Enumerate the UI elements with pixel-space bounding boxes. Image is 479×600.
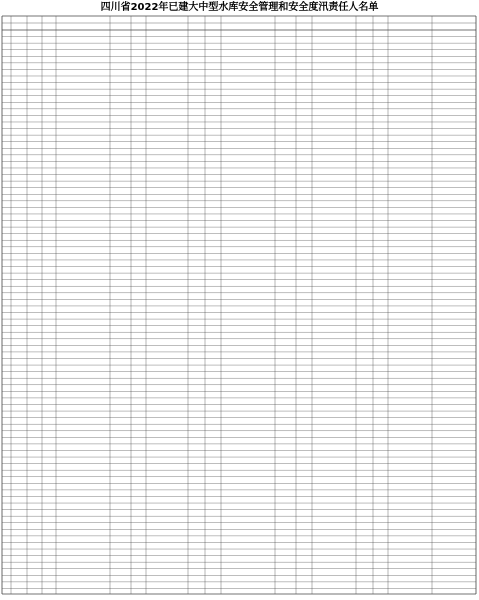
document-title: 四川省2022年已建大中型水库安全管理和安全度汛责任人名单 [100,2,379,13]
